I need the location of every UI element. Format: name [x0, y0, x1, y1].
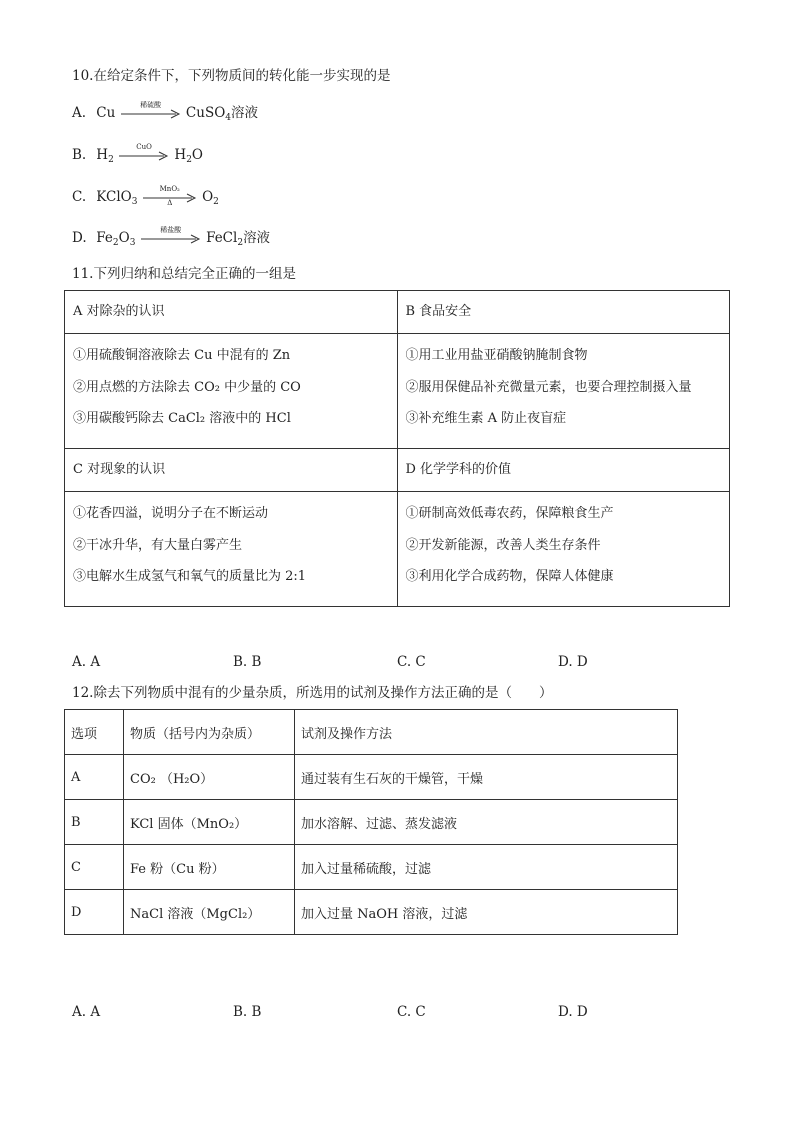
list-item: ②干冰升华，有大量白雾产生	[73, 537, 243, 553]
answer-b[interactable]: B. B	[233, 1004, 262, 1020]
answer-a[interactable]: A. A	[72, 1004, 101, 1020]
arrow-icon	[119, 151, 169, 161]
cell-a-items	[65, 334, 398, 449]
table-cell: A	[65, 755, 124, 800]
column-header: 物质（括号内为杂质）	[124, 710, 295, 755]
q11-table	[64, 290, 730, 607]
reactant: H	[96, 147, 109, 163]
column-header: 试剂及操作方法	[295, 710, 678, 755]
table-header-row	[65, 710, 678, 755]
table-cell: D	[65, 890, 124, 935]
arrow-icon	[121, 109, 181, 119]
option-letter: C.	[72, 189, 87, 205]
q10-option-c	[72, 184, 219, 212]
subscript: 3	[131, 197, 138, 207]
q12-table	[64, 709, 678, 935]
arrow-condition: MnO₂	[159, 184, 180, 193]
option-letter: A.	[72, 105, 87, 121]
q10-option-a	[72, 100, 258, 128]
product-tail: 溶液	[231, 105, 258, 121]
subscript: 2	[186, 155, 192, 165]
q11-stem: 11.下列归纳和总结完全正确的一组是	[72, 266, 296, 282]
reactant: Fe	[96, 230, 113, 246]
reactant: Cu	[96, 105, 116, 121]
list-item: ③补充维生素 A 防止夜盲症	[405, 411, 567, 426]
table-row	[65, 800, 678, 845]
reactant: KClO	[96, 189, 132, 205]
cell-d-head: D 化学学科的价值	[397, 449, 730, 492]
cell-c-head: C 对现象的认识	[65, 449, 398, 492]
product-tail: 溶液	[243, 230, 271, 246]
table-cell: 加入过量 NaOH 溶液，过滤	[295, 890, 678, 935]
answer-b[interactable]: B. B	[233, 654, 262, 670]
table-row	[65, 755, 678, 800]
reaction-arrow	[121, 100, 181, 119]
q10-stem: 10.在给定条件下，下列物质间的转化能一步实现的是	[72, 68, 391, 84]
list-item: ②用点燃的方法除去 CO₂ 中少量的 CO	[73, 379, 301, 395]
list-item: ①用工业用盐亚硝酸钠腌制食物	[405, 348, 588, 363]
answer-d[interactable]: D. D	[558, 654, 588, 670]
list-item: ②服用保健品补充微量元素，也要合理控制摄入量	[405, 379, 692, 395]
reactant-mid: O	[118, 230, 130, 246]
table-cell: 加入过量稀硫酸，过滤	[295, 845, 678, 890]
option-letter: D.	[72, 230, 87, 246]
table-cell: B	[65, 800, 124, 845]
list-item: ①用硫酸铜溶液除去 Cu 中混有的 Zn	[73, 348, 291, 363]
list-item: ③电解水生成氢气和氧气的质量比为 2:1	[73, 569, 307, 584]
table-cell: 加水溶解、过滤、蒸发滤液	[295, 800, 678, 845]
table-row	[65, 845, 678, 890]
list-item: ①花香四溢，说明分子在不断运动	[73, 506, 269, 521]
table-cell: C	[65, 845, 124, 890]
subscript: 2	[112, 238, 119, 248]
answer-c[interactable]: C. C	[397, 1004, 426, 1020]
cell-a-head: A 对除杂的认识	[65, 291, 398, 334]
cell-d-items	[397, 492, 730, 607]
product-tail: O	[191, 147, 203, 163]
table-cell: 通过装有生石灰的干燥管，干燥	[295, 755, 678, 800]
product: CuSO	[185, 105, 226, 121]
list-item: ③利用化学合成药物，保障人体健康	[405, 569, 614, 584]
answer-d[interactable]: D. D	[558, 1004, 588, 1020]
reaction-arrow	[143, 184, 197, 207]
cell-b-head: B 食品安全	[397, 291, 730, 334]
column-header: 选项	[65, 710, 124, 755]
answer-a[interactable]: A. A	[72, 654, 101, 670]
option-letter: B.	[72, 147, 87, 163]
subscript: 2	[237, 238, 244, 248]
cell-b-items	[397, 334, 730, 449]
subscript: 2	[213, 197, 219, 207]
arrow-condition: 稀硫酸	[140, 100, 162, 109]
product: H	[174, 147, 187, 163]
list-item: ②开发新能源，改善人类生存条件	[405, 537, 601, 553]
subscript: 2	[108, 155, 114, 165]
arrow-icon	[141, 234, 201, 244]
table-cell: NaCl 溶液（MgCl₂）	[124, 890, 295, 935]
subscript: 3	[129, 238, 136, 248]
table-cell: CO₂ （H₂O）	[124, 755, 295, 800]
product: FeCl	[206, 230, 238, 246]
q10-option-d	[72, 225, 271, 253]
q12-stem: 12.除去下列物质中混有的少量杂质，所选用的试剂及操作方法正确的是（ ）	[72, 685, 553, 701]
product: O	[202, 189, 214, 205]
reaction-arrow	[141, 225, 201, 244]
cell-c-items	[65, 492, 398, 607]
table-row	[65, 890, 678, 935]
table-cell: KCl 固体（MnO₂）	[124, 800, 295, 845]
reaction-arrow	[119, 142, 169, 161]
arrow-condition-below: Δ	[167, 198, 173, 207]
answer-c[interactable]: C. C	[397, 654, 426, 670]
list-item: ③用碳酸钙除去 CaCl₂ 溶液中的 HCl	[73, 411, 291, 426]
arrow-condition: CuO	[136, 142, 152, 151]
subscript: 4	[225, 113, 231, 123]
table-cell: Fe 粉（Cu 粉）	[124, 845, 295, 890]
q10-option-b	[72, 142, 203, 170]
list-item: ①研制高效低毒农药，保障粮食生产	[405, 506, 614, 521]
arrow-condition: 稀盐酸	[160, 225, 182, 234]
